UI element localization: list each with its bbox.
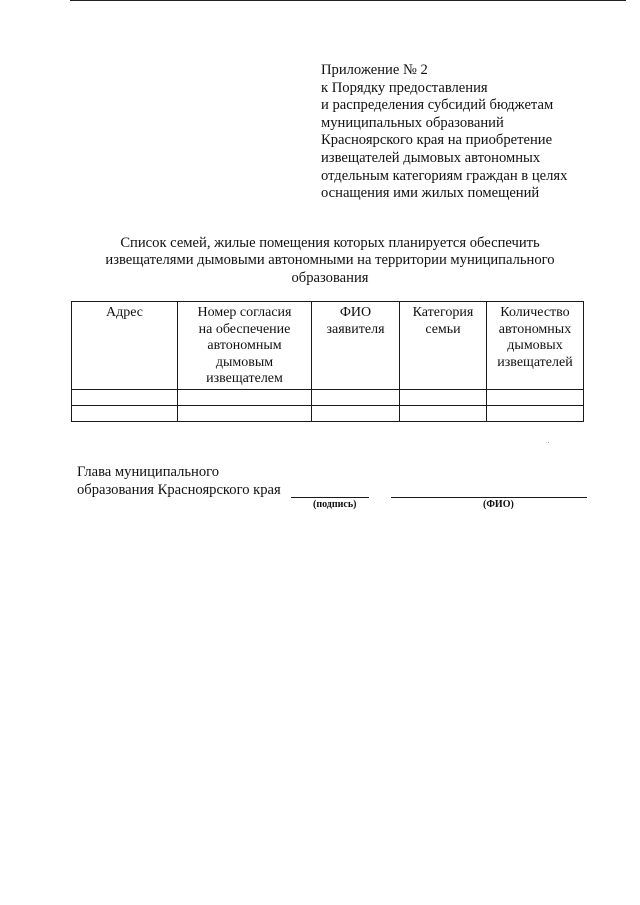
header-consent-number: Номер согласия на обеспечение автономным дымовым извещателем — [178, 302, 312, 390]
document-title — [80, 235, 580, 287]
table-cell — [178, 390, 312, 406]
signature-title-line: образования Красноярского края — [77, 481, 281, 498]
appendix-line: извещателей дымовых автономных — [321, 149, 541, 166]
appendix-line: к Порядку предоставления — [321, 79, 488, 96]
table-header-row — [72, 302, 584, 390]
signature-block — [77, 464, 281, 499]
title-line: образования — [291, 269, 369, 286]
table-row — [72, 406, 584, 422]
title-line: Список семей, жилые помещения которых планируется обеспечить — [120, 235, 540, 251]
table-cell — [400, 390, 487, 406]
table-cell — [72, 406, 178, 422]
appendix-line: и распределения субсидий бюджетам — [321, 97, 554, 114]
name-caption: (ФИО) — [483, 499, 514, 510]
appendix-line: отдельным категориям граждан в целях — [321, 167, 568, 184]
table-cell — [312, 390, 400, 406]
families-table — [71, 301, 584, 422]
table-cell — [178, 406, 312, 422]
name-underline — [391, 497, 587, 498]
table-cell — [72, 390, 178, 406]
signature-caption: (подпись) — [313, 499, 357, 510]
scan-speck — [548, 442, 549, 443]
appendix-header — [321, 62, 621, 203]
appendix-line: Приложение № 2 — [321, 62, 428, 78]
table-cell — [487, 390, 584, 406]
table-cell — [487, 406, 584, 422]
header-address: Адрес — [72, 302, 178, 390]
appendix-line: Красноярского края на приобретение — [321, 132, 553, 149]
table-cell — [400, 406, 487, 422]
title-line: извещателями дымовыми автономными на территории муниципального — [105, 252, 555, 269]
signature-title-line: Глава муниципального — [77, 464, 220, 480]
header-detector-quantity: Количество автономных дымовых извещателей — [487, 302, 584, 390]
header-family-category: Категория семьи — [400, 302, 487, 390]
appendix-line: оснащения ими жилых помещений — [321, 185, 540, 202]
table-cell — [312, 406, 400, 422]
header-applicant-name: ФИО заявителя — [312, 302, 400, 390]
table-row — [72, 390, 584, 406]
signature-underline — [291, 497, 369, 498]
appendix-line: муниципальных образований — [321, 114, 504, 131]
top-border-line — [70, 0, 626, 1]
